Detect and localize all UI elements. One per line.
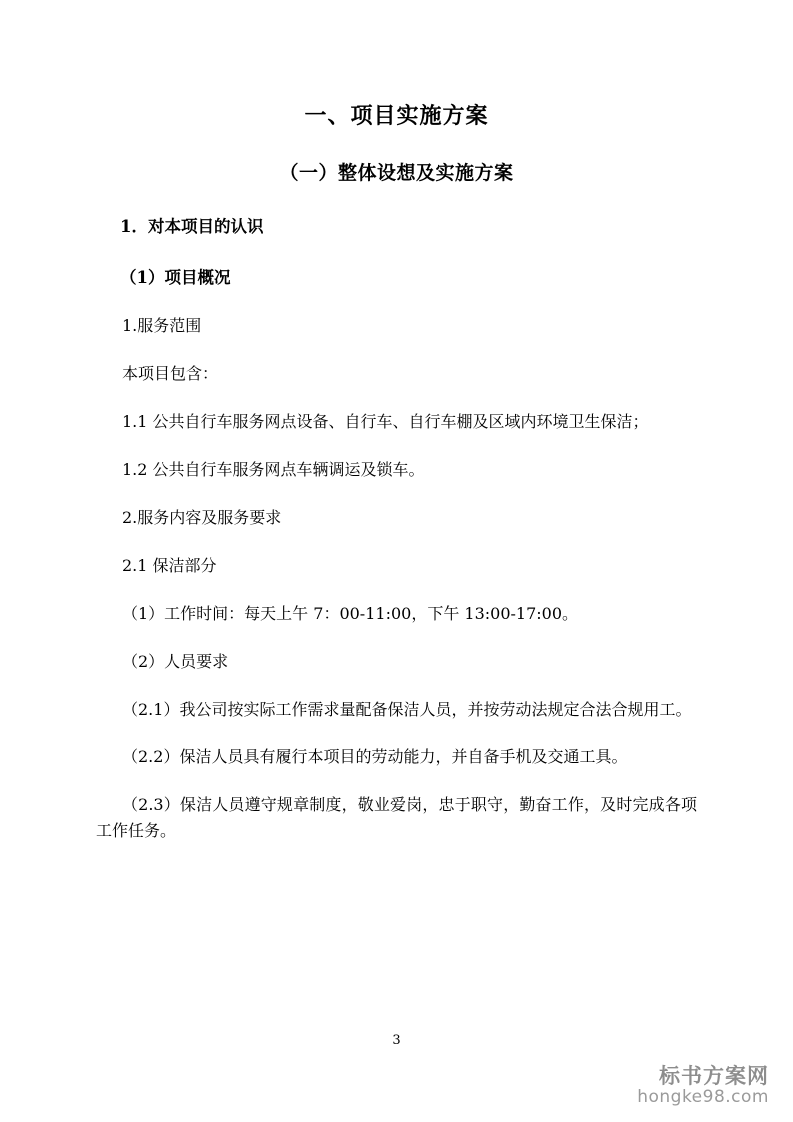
paragraph: （2.3）保洁人员遵守规章制度，敬业爱岗，忠于职守，勤奋工作，及时完成各项工作任务。 — [96, 795, 697, 841]
page-number: 3 — [392, 1033, 401, 1048]
watermark — [637, 1064, 769, 1108]
watermark-english: hongke98.com — [637, 1087, 769, 1108]
paragraph: 1.2 公共自行车服务网点车辆调运及锁车。 — [122, 460, 425, 479]
paragraph: 本项目包含： — [122, 364, 219, 384]
paragraph: 2.1 保洁部分 — [122, 555, 217, 575]
section-heading-1: 1．对本项目的认识 — [120, 216, 264, 236]
section-heading-1-1: （1）项目概况 — [120, 267, 231, 287]
watermark-chinese: 标书方案网 — [659, 1064, 769, 1089]
page-title: 一、项目实施方案 — [304, 103, 489, 129]
page-subtitle: （一）整体设想及实施方案 — [279, 162, 514, 184]
paragraph: 1.服务范围 — [122, 316, 202, 336]
paragraph: （2.2）保洁人员具有履行本项目的劳动能力，并自备手机及交通工具。 — [122, 747, 628, 767]
paragraph: （1）工作时间：每天上午 7：00-11:00，下午 13:00-17:00。 — [122, 603, 579, 623]
paragraph: 2.服务内容及服务要求 — [122, 507, 282, 527]
paragraph: （2）人员要求 — [122, 651, 229, 671]
paragraph: （2.1）我公司按实际工作需求量配备保洁人员，并按劳动法规定合法合规用工。 — [122, 699, 692, 719]
paragraph: 1.1 公共自行车服务网点设备、自行车、自行车棚及区域内环境卫生保洁； — [122, 412, 649, 432]
